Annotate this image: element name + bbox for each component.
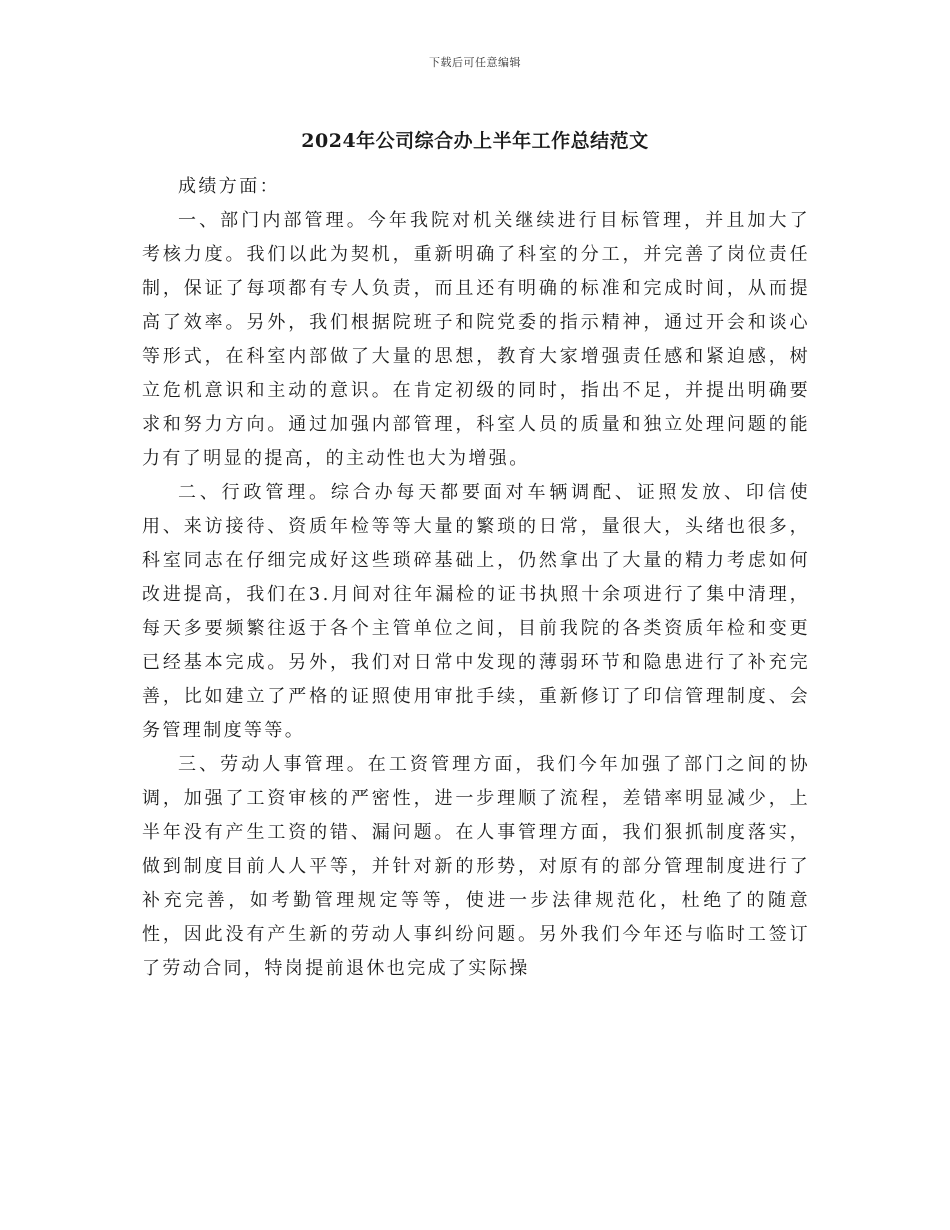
document-body <box>142 170 810 986</box>
paragraph-achievements-heading: 成绩方面： <box>178 176 280 197</box>
paragraph-internal-management: 一、部门内部管理。今年我院对机关继续进行目标管理，并且加大了考核力度。我们以此为契机，重新明确了科室的分工，并完善了岗位责任制，保证了每项都有专人负责，而且还有明确的标准和完成时间，从而提高了效率。另外，我们根据院班子和院党委的指示精神，通过开会和谈心等形式，在科室内部做了大量的思想，教育大家增强责任感和紧迫感，树立危机意识和主动的意识。在肯定初级的同时，指出不足，并提出明确要求和努力方向。通过加强内部管理，科室人员的质量和独立处理问题的能力有了明显的提高，的主动性也大为增强。 <box>142 210 810 469</box>
paragraph-administrative-management: 二、行政管理。综合办每天都要面对车辆调配、证照发放、印信使用、来访接待、资质年检等等大量的繁琐的日常，量很大，头绪也很多，科室同志在仔细完成好这些琐碎基础上，仍然拿出了大量的精力考虑如何改进提高，我们在3.月间对往年漏检的证书执照十余项进行了集中清理，每天多要频繁往返于各个主管单位之间，目前我院的各类资质年检和变更已经基本完成。另外，我们对日常中发现的薄弱环节和隐患进行了补充完善，比如建立了严格的证照使用审批手续，重新修订了印信管理制度、会务管理制度等等。 <box>142 482 810 741</box>
paragraph-personnel-management: 三、劳动人事管理。在工资管理方面，我们今年加强了部门之间的协调，加强了工资审核的严密性，进一步理顺了流程，差错率明显减少，上半年没有产生工资的错、漏问题。在人事管理方面，我们狠抓制度落实，做到制度目前人人平等，并针对新的形势，对原有的部分管理制度进行了补充完善，如考勤管理规定等等，使进一步法律规范化，杜绝了的随意性，因此没有产生新的劳动人事纠纷问题。另外我们今年还与临时工签订了劳动合同，特岗提前退休也完成了实际操 <box>142 754 810 979</box>
page-header-note: 下载后可任意编辑 <box>429 56 521 69</box>
document-title: 2024年公司综合办上半年工作总结范文 <box>301 130 649 152</box>
